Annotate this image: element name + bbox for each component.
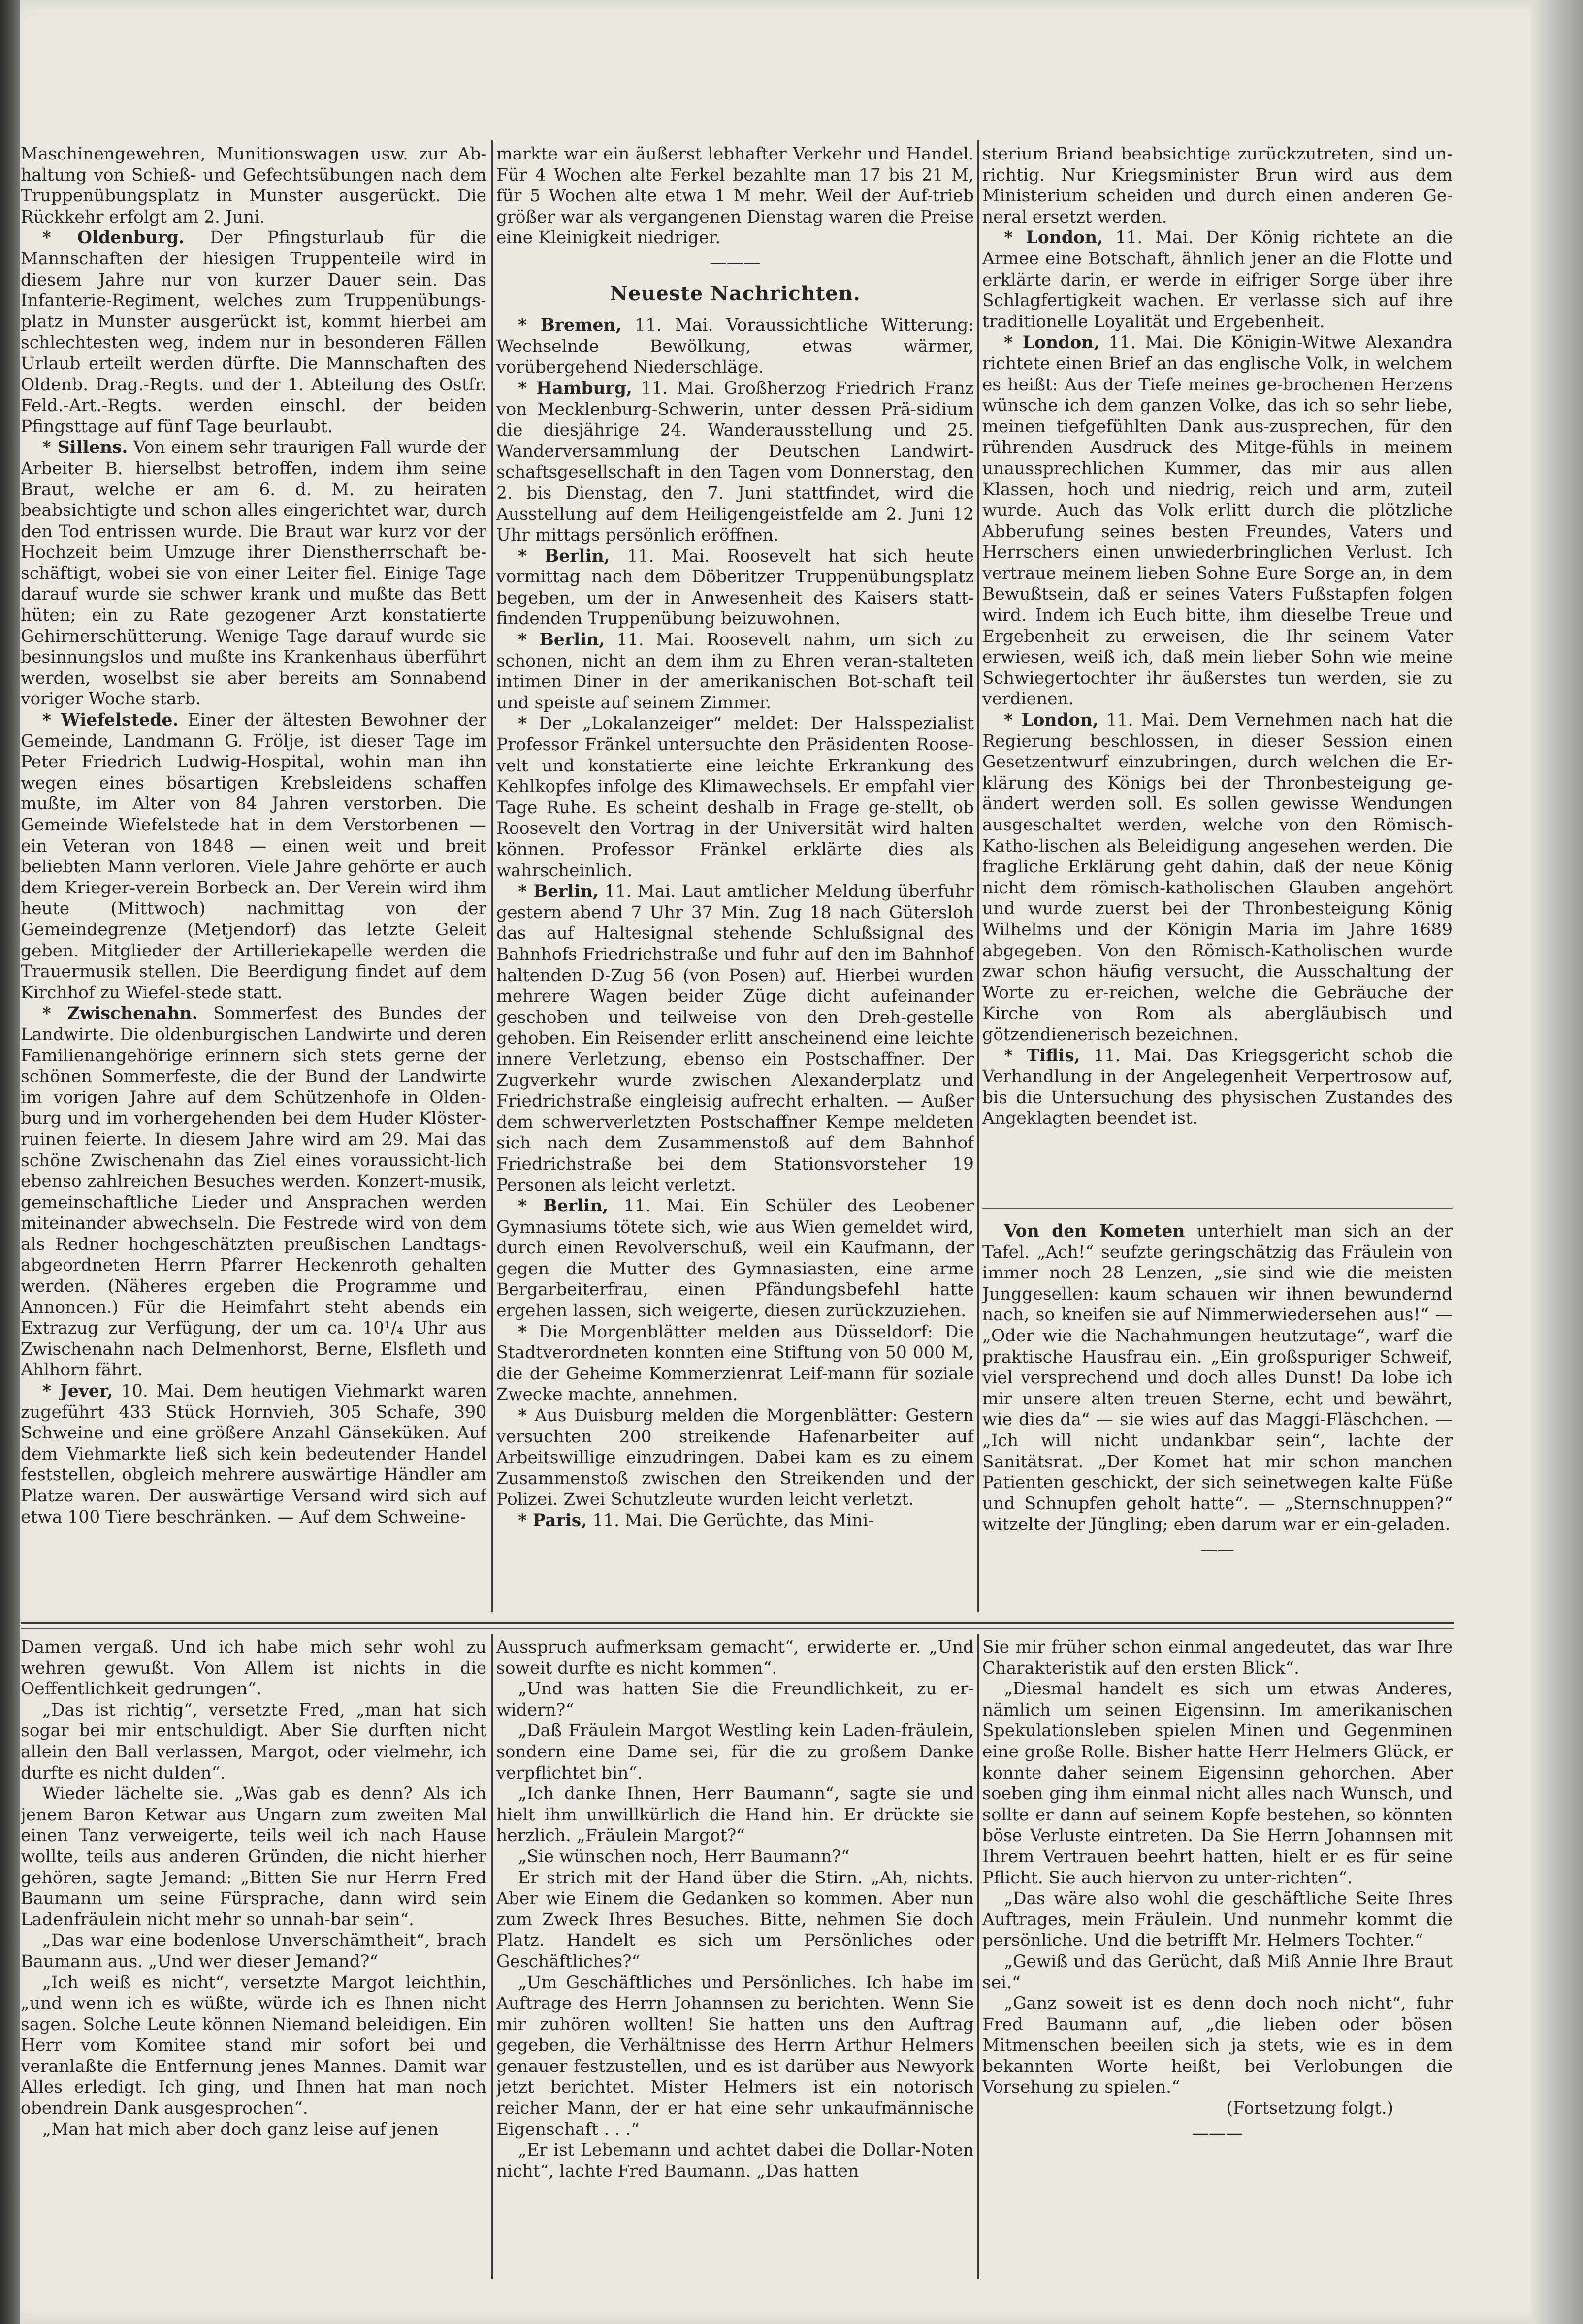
dateline: * Jever, <box>42 1381 113 1401</box>
paragraph-text: 11. Mai. Ein Schüler des Leobener Gymnasiums tötete sich, wie aus Wien gemeldet wird, durch einen Revolverschuß, weil ein Kaufmann, der gegen die Mutter des Gymnasiasten, eine arme Bergarbeiterfrau, einen Pfändungsbefehl hatte ergehen lassen, sich weigerte, diesen zurückzuziehen. <box>496 1196 974 1321</box>
paragraph-text: 11. Mai. Roosevelt nahm, um sich zu schonen, nicht an dem ihm zu Ehren veran-stalteten intimen Diner in der amerikanischen Bot-schaft teil und speiste auf seinem Zimmer. <box>496 630 974 713</box>
dateline: * London, <box>1004 710 1098 731</box>
paragraph-text: 10. Mai. Dem heutigen Viehmarkt waren zugeführt 433 Stück Hornvieh, 305 Schafe, 390 Schweine und eine größere Anzahl Gänseküken. Auf dem Viehmarkte ließ sich kein bedeutender Handel feststellen, obgleich mehrere auswärtige Händler am Platze waren. Der auswärtige Versand wird sich auf etwa 100 Tiere beschränken. — Auf dem Schweine- <box>21 1381 486 1527</box>
news-column-1 <box>21 144 486 1611</box>
serial-column-2 <box>496 1637 974 2277</box>
paragraph-text: Einer der ältesten Bewohner der Gemeinde, Landmann G. Frölje, ist dieser Tage im Peter Friedrich Ludwig-Hospital, wohin man ihn wegen eines bösartigen Krebsleidens schaffen mußte, im Alter von 84 Jahren verstorben. Die Gemeinde Wiefelstede hat in dem Verstorbenen — ein Veteran von 1848 — einen weit und breit beliebten Mann verloren. Viele Jahre gehörte er auch dem Krieger-verein Borbeck an. Der Verein wird ihm heute (Mittwoch) nachmittag von der Gemeindegrenze (Metjendorf) das letzte Geleit geben. Mitglieder der Artilleriekapelle werden die Trauermusik stellen. Die Beerdigung findet auf dem Kirchhof zu Wiefel-stede statt. <box>21 710 486 1003</box>
paragraph <box>496 713 974 881</box>
paragraph-text: „Ich danke Ihnen, Herr Baumann“, sagte sie und hielt ihm unwillkürlich die Hand hin. Er drückte sie herzlich. „Fräulein Margot?“ <box>496 1784 974 1846</box>
paragraph <box>496 1510 974 1531</box>
serial-column-3-content <box>982 1637 1453 2119</box>
paragraph <box>982 227 1453 332</box>
paragraph-text: „Gewiß und das Gerücht, daß Miß Annie Ihre Braut sei.“ <box>982 1951 1453 1993</box>
dateline: * Hamburg, <box>518 378 632 398</box>
page-edge <box>1531 0 1583 2324</box>
paragraph <box>982 710 1453 1046</box>
dateline: * Paris, <box>518 1511 587 1530</box>
paragraph <box>21 1930 486 1972</box>
paragraph <box>982 1046 1453 1129</box>
paragraph-text: 11. Mai. Das Kriegsgericht schob die Verhandlung in der Angelegenheit Verpertrosow auf, bis die Untersuchung des physischen Zustandes des Angeklagten beendet ist. <box>982 1046 1453 1129</box>
paragraph-text: Der Pfingsturlaub für die Mannschaften der hiesigen Truppenteile wird in diesem Jahre nur von kurzer Dauer sein. Das Infanterie-Regiment, welches zum Truppenübungs-platz in Munster ausgerückt ist, kommt hierbei am schlechtesten weg, indem nur in besonderen Fällen Urlaub erteilt werden dürfte. Die Mannschaften des Oldenb. Drag.-Regts. und der 1. Abteilung des Ostfr. Feld.-Art.-Regts. werden einschl. der beiden Pfingsttage auf fünf Tage beurlaubt. <box>21 228 486 437</box>
paragraph-text: 11. Mai. Die Gerüchte, das Mini- <box>587 1511 874 1530</box>
paragraph-text: „Das wäre also wohl die geschäftliche Seite Ihres Auftrages, mein Fräulein. Und nunmehr kommt die persönliche. Und die betrifft Mr. Helmers Tochter.“ <box>982 1889 1453 1951</box>
paragraph-text: „Um Geschäftliches und Persönliches. Ich habe im Auftrage des Herrn Johannsen zu berichten. Wenn Sie mir zuhören wollten! Sie hatten uns den Auftrag gegeben, die Verhältnisse des Herrn Arthur Helmers genauer festzustellen, und es ist darüber aus Newyork jetzt berichtet. Mister Helmers ist ein notorisch reicher Mann, der er hat eine sehr unkaufmännische Eigenschaft . . .“ <box>496 1973 974 2139</box>
paragraph <box>496 630 974 713</box>
paragraph-text: Sie mir früher schon einmal angedeutet, das war Ihre Charakteristik auf den ersten Blick“. <box>982 1637 1453 1678</box>
column-divider <box>491 1634 493 2279</box>
serial-column-1-content <box>21 1637 486 2140</box>
column-2-local-content <box>496 144 974 249</box>
paragraph <box>496 2140 974 2182</box>
paragraph <box>21 1973 486 2119</box>
feuilleton-rule-thin <box>21 1628 1454 1629</box>
paragraph-text: 11. Mai. Großherzog Friedrich Franz von Mecklenburg-Schwerin, unter dessen Prä-sidium die diesjährige 24. Wanderausstellung und 25. Wanderversammlung der Deutschen Landwirt-schaftsgesellschaft in den Tagen vom Donnerstag, den 2. bis Dienstag, den 7. Juni stattfindet, wird die Ausstellung auf dem Heiligengeistfelde am 2. Juni 12 Uhr mittags persönlich eröffnen. <box>496 378 974 545</box>
paragraph-text: 11. Mai. Die Königin-Witwe Alexandra richtete einen Brief an das englische Volk, in welchem es heißt: Aus der Tiefe meines ge-brochenen Herzens wünsche ich dem ganzen Volke, das ich so sehr liebe, meinen tiefgefühlten Dank aus-zusprechen, für den rührenden Ausdruck des Mitge-fühls in meinem unaussprechlichen Kummer, das mir aus allen Klassen, hoch und niedrig, reich und arm, zuteil wurde. Auch das Volk erlitt durch die plötzliche Abberufung seines besten Freundes, Vaters und Herrschers einen unwiederbringlichen Verlust. Ich vertraue meinem lieben Sohne Eure Sorge an, in dem Bewußtsein, daß er seines Vaters Fußstapfen folgen wird. Indem ich Euch bitte, ihm dieselbe Treue und Ergebenheit zu erweisen, die Ihr seinem Vater erwiesen, weiß ich, daß mein lieber Sohn wie meine Schwiegertochter ihr äußerstes tun werden, sie zu verdienen. <box>982 333 1453 709</box>
dateline: * <box>518 1406 527 1426</box>
serial-column-1 <box>21 1637 486 2277</box>
paragraph <box>21 710 486 1003</box>
paragraph-text: „Ganz soweit ist es denn doch noch nicht“, fuhr Fred Baumann auf, „die lieben oder bösen Mitmenschen beeilen sich ja stets, wie es in dem bekannten Worte heißt, bei Verlobungen die Vorsehung zu spielen.“ <box>982 1994 1453 2098</box>
paragraph-text: 11. Mai. Roosevelt hat sich heute vormittag nach dem Döberitzer Truppenübungsplatz begeben, um der in Anwesenheit des Kaisers statt-findenden Truppenübung beizuwohnen. <box>496 546 974 629</box>
paragraph <box>21 1637 486 1700</box>
paragraph-text: 11. Mai. Voraussichtliche Witterung: Wechselnde Bewölkung, etwas wärmer, vorübergehend Niederschläge. <box>496 316 974 378</box>
paragraph <box>982 2098 1453 2119</box>
paragraph <box>21 144 486 227</box>
feuilleton-rule <box>21 1622 1454 1624</box>
paragraph <box>496 1783 974 1846</box>
column-1-content <box>21 144 486 1528</box>
paragraph-text: „Und was hatten Sie die Freundlichkeit, zu er-widern?“ <box>496 1679 974 1720</box>
dateline: * London, <box>1004 228 1103 248</box>
section-separator: ——— <box>710 253 761 273</box>
paragraph-text: Er strich mit der Hand über die Stirn. „Ah, nichts. Aber wie Einem die Gedanken so kommen. Aber nun zum Zweck Ihres Besuches. Bitte, nehmen Sie doch Platz. Handelt es sich um Persönliches oder Geschäftliches?“ <box>496 1868 974 1972</box>
paragraph-text: Der „Lokalanzeiger“ meldet: Der Halsspezialist Professor Fränkel untersuchte den Präsidenten Roose-velt und konstatierte eine leichte Erkrankung des Kehlkopfes infolge des Klimawechsels. Er empfahl vier Tage Ruhe. Es scheint deshalb in Frage ge-stellt, ob Roosevelt den Vortrag in der Universität wird halten können. Professor Fränkel erklärte dies als wahrscheinlich. <box>496 714 974 881</box>
paragraph <box>21 437 486 710</box>
paragraph-text: 11. Mai. Der König richtete an die Armee eine Botschaft, ähnlich jener an die Flotte und erklärte darin, er werde in eifriger Sorge über ihre Schlagfertigkeit wachen. Er verlasse sich auf ihre traditionelle Loyalität und Ergebenheit. <box>982 228 1453 332</box>
paragraph-text: Die Morgenblätter melden aus Düsseldorf: Die Stadtverordneten konnten eine Stiftung von 50 000 M, die der Geheime Kommerzienrat Leif-mann für soziale Zwecke machte, annehmen. <box>496 1322 974 1405</box>
column-3-news-content <box>982 144 1453 1129</box>
book-spine <box>0 0 20 2324</box>
paragraph-text: Aus Duisburg melden die Morgenblätter: Gestern versuchten 200 streikende Hafenarbeiter auf Arbeitswillige einzudringen. Dabei kam es zu einem Zusammenstoß zwischen den Streikenden und der Polizei. Zwei Schutzleute wurden leicht verletzt. <box>496 1406 974 1510</box>
paragraph <box>496 1868 974 1973</box>
column-divider <box>977 140 979 1612</box>
dateline: * Tiflis, <box>1004 1046 1080 1066</box>
dateline: * Berlin, <box>518 882 599 902</box>
serial-column-2-content <box>496 1637 974 2182</box>
paragraph <box>496 546 974 630</box>
paragraph-text: „Das ist richtig“, versetzte Fred, „man hat sich sogar bei mir entschuldigt. Aber Sie durften nicht allein den Ball verlassen, Margot, oder vielmehr, ich durfte es nicht dulden“. <box>21 1700 486 1783</box>
paragraph <box>496 378 974 546</box>
paragraph-text: unterhielt man sich an der Tafel. „Ach!“ seufzte geringschätzig das Fräulein von immer noch 28 Lenzen, „sie sind wie die meisten Junggesellen: kaum schauen wir ihnen bewundernd nach, so kneifen sie auf Nimmerwiedersehen aus!“ — „Oder wie die Nachahmungen heutzutage“, warf die praktische Hausfrau ein. „Ein großspuriger Schweif, viel versprechend und doch alles Dunst! Da lobe ich mir unsere alten treuen Sterne, echt und bewährt, wie dies da“ — sie wies auf das Maggi-Fläschchen. — „Ich will nicht undankbar sein“, lachte der Sanitätsrat. „Der Komet hat mir schon manchen Patienten geschickt, der sich seinetwegen kalte Füße und Schnupfen geholt hatte“. — „Sternschnuppen?“ witzelte der Jüngling; eben darum war er ein-geladen. <box>982 1221 1453 1535</box>
news-column-2 <box>496 144 974 1611</box>
paragraph-text: Von einem sehr traurigen Fall wurde der Arbeiter B. hierselbst betroffen, indem ihm seine Braut, welche er am 6. d. M. zu heiraten beabsichtigte und schon alles eingerichtet war, durch den Tod entrissen wurde. Die Braut war kurz vor der Hochzeit beim Umzuge ihrer Dienstherrschaft be-schäftigt, wobei sie von einer Leiter fiel. Einige Tage darauf wurde sie schwer krank und mußte das Bett hüten; ein zu Rate gezogener Arzt konstatierte Gehirnerschütterung. Wenige Tage darauf wurde sie besinnungslos und mußte ins Krankenhaus überführt werden, woselbst sie aber bereits am Sonnabend voriger Woche starb. <box>21 438 486 709</box>
end-mark: ——— <box>1192 2123 1243 2143</box>
paragraph <box>21 1003 486 1381</box>
column-divider <box>491 140 493 1612</box>
dateline: * Oldenburg. <box>42 228 185 248</box>
paragraph <box>21 2119 486 2140</box>
paragraph-text: „Man hat mich aber doch ganz leise auf jenen <box>42 2119 439 2139</box>
paragraph-text: Damen vergaß. Und ich habe mich sehr wohl zu wehren gewußt. Von Allem ist nichts in die Oeffentlichkeit gedrungen“. <box>21 1637 486 1699</box>
section-heading: Neueste Nachrichten. <box>610 282 861 305</box>
paragraph <box>496 1637 974 1679</box>
paragraph-text: Maschinengewehren, Munitionswagen usw. zur Ab-haltung von Schieß- und Gefechtsübungen nach dem Truppenübungsplatz in Munster ausgerückt. Die Rückkehr erfolgt am 2. Juni. <box>21 144 486 227</box>
news-column-3 <box>982 144 1453 1202</box>
paragraph-text: 11. Mai. Dem Vernehmen nach hat die Regierung beschlossen, in dieser Session einen Gesetzentwurf einzubringen, durch welchen die Er-klärung des Königs bei der Thronbesteigung ge-ändert werden soll. Es sollen gewisse Wendungen ausgeschaltet werden, welche von den Römisch-Katho-lischen als Beleidigung angesehen werden. Die fragliche Erklärung geht dahin, daß der neue König nicht dem römisch-katholischen Glauben angehört und wurde zuerst bei der Thronbesteigung König Wilhelms und der Königin Maria im Jahre 1689 abgegeben. Von den Römisch-Katholischen wurde zwar schon häufig versucht, die Ausschaltung der Worte zu er-reichen, welche die Gebräuche der Kirche von Rom als abergläubisch und götzendienerisch bezeichnen. <box>982 710 1453 1045</box>
paragraph-text: sterium Briand beabsichtige zurückzutreten, sind un-richtig. Nur Kriegsminister Brun wird aus dem Ministerium scheiden und durch einen anderen Ge-neral ersetzt werden. <box>982 144 1453 227</box>
paragraph <box>21 1381 486 1528</box>
paragraph <box>496 1322 974 1405</box>
serial-column-3 <box>982 1637 1453 2277</box>
paragraph-text: Ausspruch aufmerksam gemacht“, erwiderte er. „Und soweit durfte es nicht kommen“. <box>496 1637 974 1678</box>
paragraph-text: „Ich weiß es nicht“, versetzte Margot leichthin, „und wenn ich es wüßte, würde ich es Ihnen nicht sagen. Solche Leute können Niemand beleidigen. Ein Herr vom Komitee stand mir sofort bei und veranlaßte die Entfernung jenes Mannes. Damit war Alles erledigt. Ich ging, und Ihnen hat man noch obendrein Dank ausgesprochen“. <box>21 1973 486 2119</box>
paragraph-text: „Daß Fräulein Margot Westling kein Laden-fräulein, sondern eine Dame sei, für die zu großem Danke verpflichtet bin“. <box>496 1721 974 1783</box>
paragraph <box>496 1405 974 1510</box>
paragraph <box>982 1951 1453 1993</box>
paragraph-text: Sommerfest des Bundes der Landwirte. Die oldenburgischen Landwirte und deren Familienangehörige erinnern sich stets gerne der schönen Sommerfeste, die der Bund der Landwirte im vorigen Jahre auf dem Schützenhofe in Olden-burg und im vorhergehenden bei dem Huder Klöster-ruinen feierte. In diesem Jahre wird am 29. Mai das schöne Zwischenahn das Ziel eines voraussicht-lich ebenso zahlreichen Besuches werden. Konzert-musik, gemeinschaftliche Lieder und Ansprachen werden miteinander abwechseln. Die Festrede wird von dem als Redner hochgeschätzten preußischen Landtags-abgeordneten Herrn Pfarrer Heckenroth gehalten werden. (Näheres ergeben die Programme und Annoncen.) Für die Heimfahrt steht abends ein Extrazug zur Verfügung, der um ca. 10¹/₄ Uhr aus Zwischenahn nach Delmenhorst, Berne, Elsfleth und Ahlhorn fährt. <box>21 1004 486 1380</box>
paragraph <box>982 1993 1453 2098</box>
paragraph <box>982 332 1453 710</box>
anecdote-column <box>982 1221 1453 1595</box>
paragraph <box>21 227 486 437</box>
paragraph-text: markte war ein äußerst lebhafter Verkehr und Handel. Für 4 Wochen alte Ferkel bezahlte man 17 bis 21 M, für 5 Wochen alte etwa 1 M mehr. Weil der Auf-trieb größer war als vergangenen Dienstag waren die Preise eine Kleinigkeit niedriger. <box>496 144 974 248</box>
dateline: * <box>518 1322 527 1342</box>
dateline: * Zwischenahn. <box>42 1004 198 1024</box>
paragraph <box>982 1888 1453 1951</box>
dateline: * Sillens. <box>42 438 128 458</box>
paragraph <box>496 881 974 1196</box>
dateline: * Bremen, <box>518 316 622 336</box>
dateline: * Berlin, <box>518 546 610 566</box>
paragraph-text: (Fortsetzung folgt.) <box>1226 2099 1393 2119</box>
paragraph-text: 11. Mai. Laut amtlicher Meldung überfuhr gestern abend 7 Uhr 37 Min. Zug 18 nach Gütersloh das auf Haltesignal stehende Schlußsignal des Bahnhofs Friedrichstraße und fuhr auf den im Bahnhof haltenden D-Zug 56 (von Posen) auf. Hierbei wurden mehrere Wagen beider Züge dicht aufeinander geschoben und teilweise von den Dreh-gestelle gehoben. Ein Reisender erlitt anscheinend eine leichte innere Verletzung, ebenso ein Postschaffner. Der Zugverkehr wurde zwischen Alexanderplatz und Friedrichstraße eingleisig aufrecht erhalten. — Außer dem schwerverletzten Postschaffner Kempe meldeten sich nach dem Zusammenstoß auf dem Bahnhof Friedrichstraße bei dem Stationsvorsteher 19 Personen als leicht verletzt. <box>496 882 974 1195</box>
dateline: * Berlin, <box>518 1196 609 1216</box>
paragraph <box>982 1221 1453 1535</box>
column-2-news-content <box>496 315 974 1531</box>
dateline: * <box>518 714 527 734</box>
column-rule <box>982 1208 1453 1209</box>
column-divider <box>977 1634 979 2279</box>
paragraph-text: „Diesmal handelt es sich um etwas Anderes, nämlich um seinen Eigensinn. Im amerikanischen Spekulationsleben spielen Minen und Gegenminen eine große Rolle. Bisher hatte Herr Helmers Glück, er konnte daher seinem Eigensinn gehorchen. Aber soeben ging ihm einmal nicht alles nach Wunsch, und sollte er dann auf seinem Kopfe bestehen, so könnten böse Verluste eintreten. Da Sie Herrn Johannsen mit Ihrem Vertrauen beehrt hatten, hielt er es für seine Pflicht. Sie auch hiervon zu unter-richten“. <box>982 1679 1453 1888</box>
paragraph-text: „Sie wünschen noch, Herr Baumann?“ <box>518 1846 850 1867</box>
paragraph-text: „Das war eine bodenlose Unverschämtheit“, brach Baumann aus. „Und wer dieser Jemand?“ <box>21 1931 486 1972</box>
paragraph <box>21 1783 486 1930</box>
dateline: * Berlin, <box>518 630 605 650</box>
dateline: * Wiefelstede. <box>42 710 179 731</box>
dateline: Von den Kometen <box>1004 1221 1185 1241</box>
paragraph-text: Wieder lächelte sie. „Was gab es denn? Als ich jenem Baron Ketwar aus Ungarn zum zweiten Mal einen Tanz verweigerte, teils weil ich nach Hause wollte, teils aus anderen Gründen, die nicht hierher gehören, sagte Jemand: „Bitten Sie nur Herrn Fred Baumann um seine Fürsprache, dann wird sein Ladenfräulein nicht mehr so unnah-bar sein“. <box>21 1784 486 1930</box>
paragraph <box>982 1679 1453 1888</box>
paragraph <box>496 1720 974 1783</box>
paragraph <box>982 1637 1453 1679</box>
paragraph <box>496 144 974 249</box>
paragraph-text: „Er ist Lebemann und achtet dabei die Dollar-Noten nicht“, lachte Fred Baumann. „Das hatten <box>496 2140 974 2181</box>
paragraph <box>496 315 974 378</box>
anecdote-content <box>982 1221 1453 1535</box>
paragraph <box>496 1973 974 2140</box>
paragraph <box>982 144 1453 227</box>
paragraph <box>496 1679 974 1720</box>
end-mark: —— <box>1200 1539 1234 1560</box>
paragraph <box>21 1700 486 1783</box>
paragraph <box>496 1846 974 1868</box>
paragraph <box>496 1196 974 1322</box>
dateline: * London, <box>1004 333 1100 353</box>
